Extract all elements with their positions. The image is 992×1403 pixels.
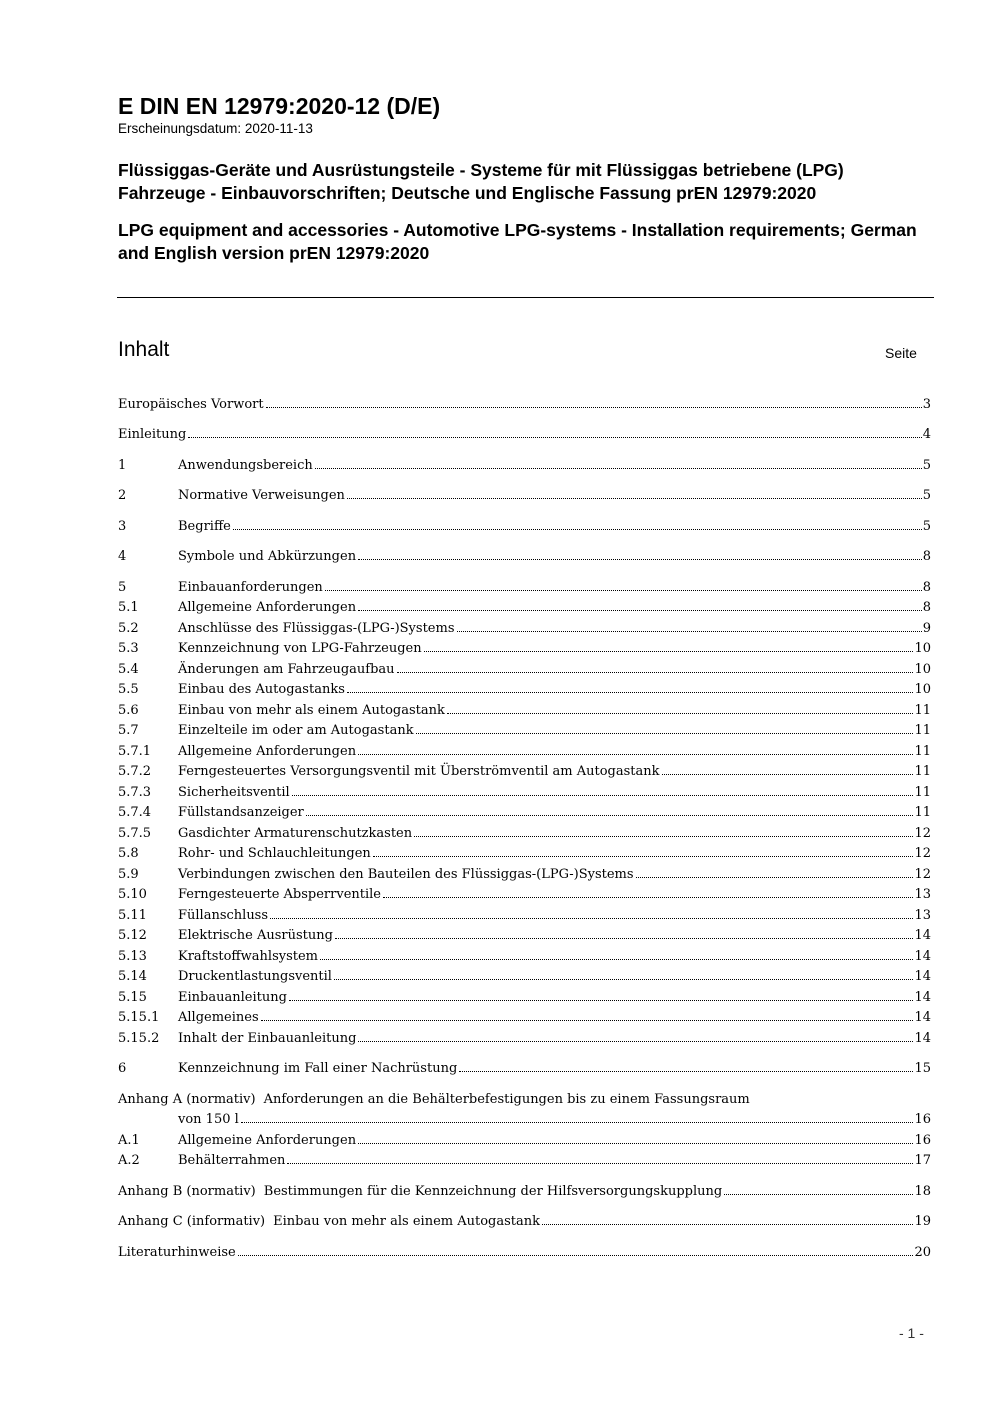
toc-entry-page: 9 [922, 621, 931, 636]
dot-leader [459, 1071, 913, 1072]
toc-entry-6[interactable] [118, 1059, 931, 1079]
toc-entry-title-continued: von 150 l [178, 1112, 239, 1127]
toc-entry-page: 20 [914, 1245, 931, 1260]
dot-leader [358, 559, 922, 560]
toc-entry-title: Allgemeines [178, 1010, 259, 1025]
toc-entry-vorwort[interactable] [118, 395, 931, 415]
toc-entry-number: 5.1 [118, 600, 139, 615]
toc-entry-page: 4 [922, 427, 931, 442]
toc-entry-page: 14 [914, 1031, 931, 1046]
toc-entry-page: 15 [914, 1061, 931, 1076]
dot-leader [373, 856, 914, 857]
toc-entry-number: A.1 [118, 1133, 140, 1148]
toc-entry-page: 16 [914, 1112, 931, 1127]
toc-entry-number: 5.4 [118, 662, 139, 677]
toc-entry-number: 4 [118, 549, 127, 564]
dot-leader [358, 1143, 913, 1144]
toc-entry-page: 14 [914, 990, 931, 1005]
toc-entry-3[interactable] [118, 517, 931, 537]
dot-leader [358, 1041, 913, 1042]
toc-entry-page: 10 [914, 641, 931, 656]
toc-entry-5-9[interactable] [118, 865, 931, 885]
toc-entry-number: 5.15.1 [118, 1010, 160, 1025]
toc-entry-number: 5 [118, 580, 127, 595]
toc-entry-number: 5.7 [118, 723, 139, 738]
dot-leader [334, 979, 914, 980]
toc-entry-title: Literaturhinweise [118, 1245, 236, 1260]
dot-leader [320, 959, 913, 960]
toc-entry-title: Einbau von mehr als einem Autogastank [273, 1214, 541, 1229]
toc-entry-title: Kennzeichnung von LPG-Fahrzeugen [178, 641, 422, 656]
toc-entry-5-15-1[interactable] [118, 1008, 931, 1028]
toc-entry-page: 5 [922, 519, 931, 534]
toc-heading: Inhalt [118, 338, 170, 361]
dot-leader [358, 754, 913, 755]
page-column-label: Seite [885, 345, 917, 361]
title-english: LPG equipment and accessories - Automotive LPG-systems - Installation requirements; German and English version prEN 12979:2020 [118, 220, 917, 263]
dot-leader [542, 1224, 913, 1225]
toc-entry-number: 5.10 [118, 887, 147, 902]
page-number: - 1 - [899, 1325, 924, 1341]
title-german: Flüssiggas-Geräte und Ausrüstungsteile - Systeme für mit Flüssiggas betriebene (LPG) Fahrzeuge - Einbauvorschriften; Deutsche und Englische Fassung prEN 12979:2020 [118, 160, 844, 203]
toc-entry-5-7-5[interactable] [118, 824, 931, 844]
toc-entry-5-7-1[interactable] [118, 742, 931, 762]
toc-entry-5-14[interactable] [118, 967, 931, 987]
toc-entry-title: Ferngesteuertes Versorgungsventil mit Überströmventil am Autogastank [178, 764, 660, 779]
toc-entry-number: 5.15 [118, 990, 147, 1005]
toc-entry-title: Behälterrahmen [178, 1153, 286, 1168]
toc-entry-number: 5.9 [118, 867, 139, 882]
document-header [118, 92, 934, 265]
toc-entry-title: Allgemeine Anforderungen [178, 600, 357, 615]
toc-entry-number: 5.14 [118, 969, 147, 984]
toc-entry-number: 5.7.4 [118, 805, 152, 820]
toc-entry-page: 17 [914, 1153, 931, 1168]
toc-entry-title: Füllanschluss [178, 908, 269, 923]
toc-entry-page: 8 [922, 600, 931, 615]
toc-entry-5-1[interactable] [118, 598, 931, 618]
toc-entry-anhang-c[interactable] [118, 1212, 931, 1232]
toc-entry-1[interactable] [118, 456, 931, 476]
toc-entry-title: Änderungen am Fahrzeugaufbau [178, 662, 395, 677]
toc-entry-5-10[interactable] [118, 885, 931, 905]
toc-entry-2[interactable] [118, 486, 931, 506]
toc-entry-title: Sicherheitsventil [178, 785, 290, 800]
toc-entry-number: 5.7.1 [118, 744, 152, 759]
document-id: E DIN EN 12979:2020-12 (D/E) [118, 93, 441, 119]
toc-entry-page: 14 [914, 928, 931, 943]
dot-leader [233, 529, 922, 530]
toc-entry-page: 10 [914, 682, 931, 697]
toc-entry-title: Anforderungen an die Behälterbefestigungen bis zu einem Fassungsraum [263, 1092, 750, 1107]
toc-entry-5-7[interactable] [118, 721, 931, 741]
toc-entry-page: 13 [914, 908, 931, 923]
toc-entry-page: 11 [914, 744, 931, 759]
toc-entry-4[interactable] [118, 547, 931, 567]
dot-leader [424, 651, 914, 652]
toc-entry-title: Anschlüsse des Flüssiggas-(LPG-)Systems [178, 621, 455, 636]
toc-entry-5-15-2[interactable] [118, 1029, 931, 1049]
toc-entry-5-8[interactable] [118, 844, 931, 864]
dot-leader [416, 733, 914, 734]
toc-entry-title: Inhalt der Einbauanleitung [178, 1031, 357, 1046]
toc-entry-a-1[interactable] [118, 1131, 931, 1151]
toc-entry-title: Einbauanleitung [178, 990, 287, 1005]
toc-entry-5[interactable] [118, 578, 931, 598]
toc-entry-anhang-b[interactable] [118, 1182, 931, 1202]
toc-entry-title: Einbauanforderungen [178, 580, 323, 595]
toc-entry-title: Kennzeichnung im Fall einer Nachrüstung [178, 1061, 458, 1076]
toc-entry-number: 5.12 [118, 928, 147, 943]
toc-entry-page: 12 [914, 826, 931, 841]
toc-entry-title: Füllstandsanzeiger [178, 805, 304, 820]
toc-entry-number: 5.5 [118, 682, 139, 697]
toc-entry-number: 1 [118, 458, 127, 473]
toc-entry-page: 5 [922, 488, 931, 503]
dot-leader [266, 407, 922, 408]
dot-leader [335, 938, 914, 939]
toc-entry-5-2[interactable] [118, 619, 931, 639]
dot-leader [414, 836, 913, 837]
publication-date: Erscheinungsdatum: 2020-11-13 [118, 121, 313, 136]
dot-leader [261, 1020, 914, 1021]
toc-entry-page: 11 [914, 723, 931, 738]
toc-entry-5-7-2[interactable] [118, 762, 931, 782]
toc-appendix-label: Anhang A (normativ) [118, 1092, 256, 1107]
toc-entry-title: Druckentlastungsventil [178, 969, 332, 984]
toc-entry-page: 3 [922, 397, 931, 412]
toc-entry-5-6[interactable] [118, 701, 931, 721]
toc-entry-number: 5.2 [118, 621, 139, 636]
toc-entry-page: 11 [914, 764, 931, 779]
dot-leader [325, 590, 922, 591]
toc-entry-title: Normative Verweisungen [178, 488, 345, 503]
toc-entry-page: 11 [914, 703, 931, 718]
toc-entry-number: 5.7.5 [118, 826, 152, 841]
toc-entry-5-3[interactable] [118, 639, 931, 659]
toc-entry-number: 6 [118, 1061, 127, 1076]
toc-entry-page: 5 [922, 458, 931, 473]
toc-entry-title: Gasdichter Armaturenschutzkasten [178, 826, 413, 841]
toc-entry-5-5[interactable] [118, 680, 931, 700]
toc-entry-number: 2 [118, 488, 127, 503]
toc-entry-5-13[interactable] [118, 947, 931, 967]
dot-leader [447, 713, 914, 714]
toc-entry-title: Anwendungsbereich [178, 458, 313, 473]
toc-entry-number: A.2 [118, 1153, 140, 1168]
toc-entry-title: Allgemeine Anforderungen [178, 744, 357, 759]
toc-entry-title: Einbau des Autogastanks [178, 682, 345, 697]
dot-leader [270, 918, 913, 919]
toc-entry-page: 19 [914, 1214, 931, 1229]
toc-entry-number: 5.6 [118, 703, 139, 718]
toc-entry-a-2[interactable] [118, 1151, 931, 1171]
toc-entry-page: 14 [914, 949, 931, 964]
dot-leader [241, 1122, 914, 1123]
toc-entry-number: 5.3 [118, 641, 139, 656]
toc-entry-literaturhinweise[interactable] [118, 1243, 931, 1263]
toc-entry-number: 5.7.3 [118, 785, 152, 800]
toc-entry-title: Einbau von mehr als einem Autogastank [178, 703, 445, 718]
toc-entry-number: 5.7.2 [118, 764, 152, 779]
toc-entry-title: Verbindungen zwischen den Bauteilen des Flüssiggas-(LPG-)Systems [178, 867, 634, 882]
toc-entry-5-11[interactable] [118, 906, 931, 926]
dot-leader [383, 897, 913, 898]
toc-entry-title: Begriffe [178, 519, 231, 534]
toc-entry-title: Allgemeine Anforderungen [178, 1133, 357, 1148]
toc-entry-5-12[interactable] [118, 926, 931, 946]
toc-entry-title: Einleitung [118, 427, 187, 442]
dot-leader [289, 1000, 914, 1001]
toc-entry-title: Elektrische Ausrüstung [178, 928, 333, 943]
toc-entry-page: 12 [914, 867, 931, 882]
dot-leader [662, 774, 914, 775]
toc-entry-page: 12 [914, 846, 931, 861]
toc-entry-page: 8 [922, 580, 931, 595]
dot-leader [287, 1163, 913, 1164]
dot-leader [636, 877, 914, 878]
toc-entry-title: Bestimmungen für die Kennzeichnung der Hilfsversorgungskupplung [263, 1184, 723, 1199]
dot-leader [347, 498, 922, 499]
toc-entry-title: Rohr- und Schlauchleitungen [178, 846, 371, 861]
toc-entry-number: 5.13 [118, 949, 147, 964]
toc-entry-number: 5.8 [118, 846, 139, 861]
dot-leader [457, 631, 922, 632]
dot-leader [347, 692, 914, 693]
toc-entry-page: 16 [914, 1133, 931, 1148]
toc-entry-number: 3 [118, 519, 127, 534]
toc-entry-5-7-3[interactable] [118, 783, 931, 803]
toc-entry-page: 11 [914, 805, 931, 820]
header-divider [117, 297, 934, 298]
dot-leader [724, 1194, 913, 1195]
toc-entry-page: 8 [922, 549, 931, 564]
toc-entry-5-7-4[interactable] [118, 803, 931, 823]
dot-leader [306, 815, 914, 816]
dot-leader [315, 468, 922, 469]
toc-entry-page: 11 [914, 785, 931, 800]
dot-leader [358, 610, 922, 611]
toc-entry-einleitung[interactable] [118, 425, 931, 445]
toc-entry-page: 14 [914, 969, 931, 984]
toc-entry-page: 18 [914, 1184, 931, 1199]
toc-entry-page: 14 [914, 1010, 931, 1025]
toc-entry-page: 10 [914, 662, 931, 677]
toc-entry-title: Kraftstoffwahlsystem [178, 949, 319, 964]
toc-appendix-label: Anhang C (informativ) [118, 1214, 266, 1229]
toc-entry-anhang-a[interactable] [118, 1090, 931, 1131]
toc-entry-title: Symbole und Abkürzungen [178, 549, 357, 564]
toc-entry-page: 13 [914, 887, 931, 902]
dot-leader [188, 437, 921, 438]
toc-entry-number: 5.15.2 [118, 1031, 160, 1046]
toc-entry-number: 5.11 [118, 908, 147, 923]
toc-entry-5-15[interactable] [118, 988, 931, 1008]
toc-entry-5-4[interactable] [118, 660, 931, 680]
toc-entry-title: Europäisches Vorwort [118, 397, 264, 412]
dot-leader [292, 795, 914, 796]
toc-entry-title: Ferngesteuerte Absperrventile [178, 887, 381, 902]
toc-appendix-label: Anhang B (normativ) [118, 1184, 256, 1199]
dot-leader [238, 1255, 914, 1256]
dot-leader [397, 672, 914, 673]
toc-entry-title: Einzelteile im oder am Autogastank [178, 723, 414, 738]
